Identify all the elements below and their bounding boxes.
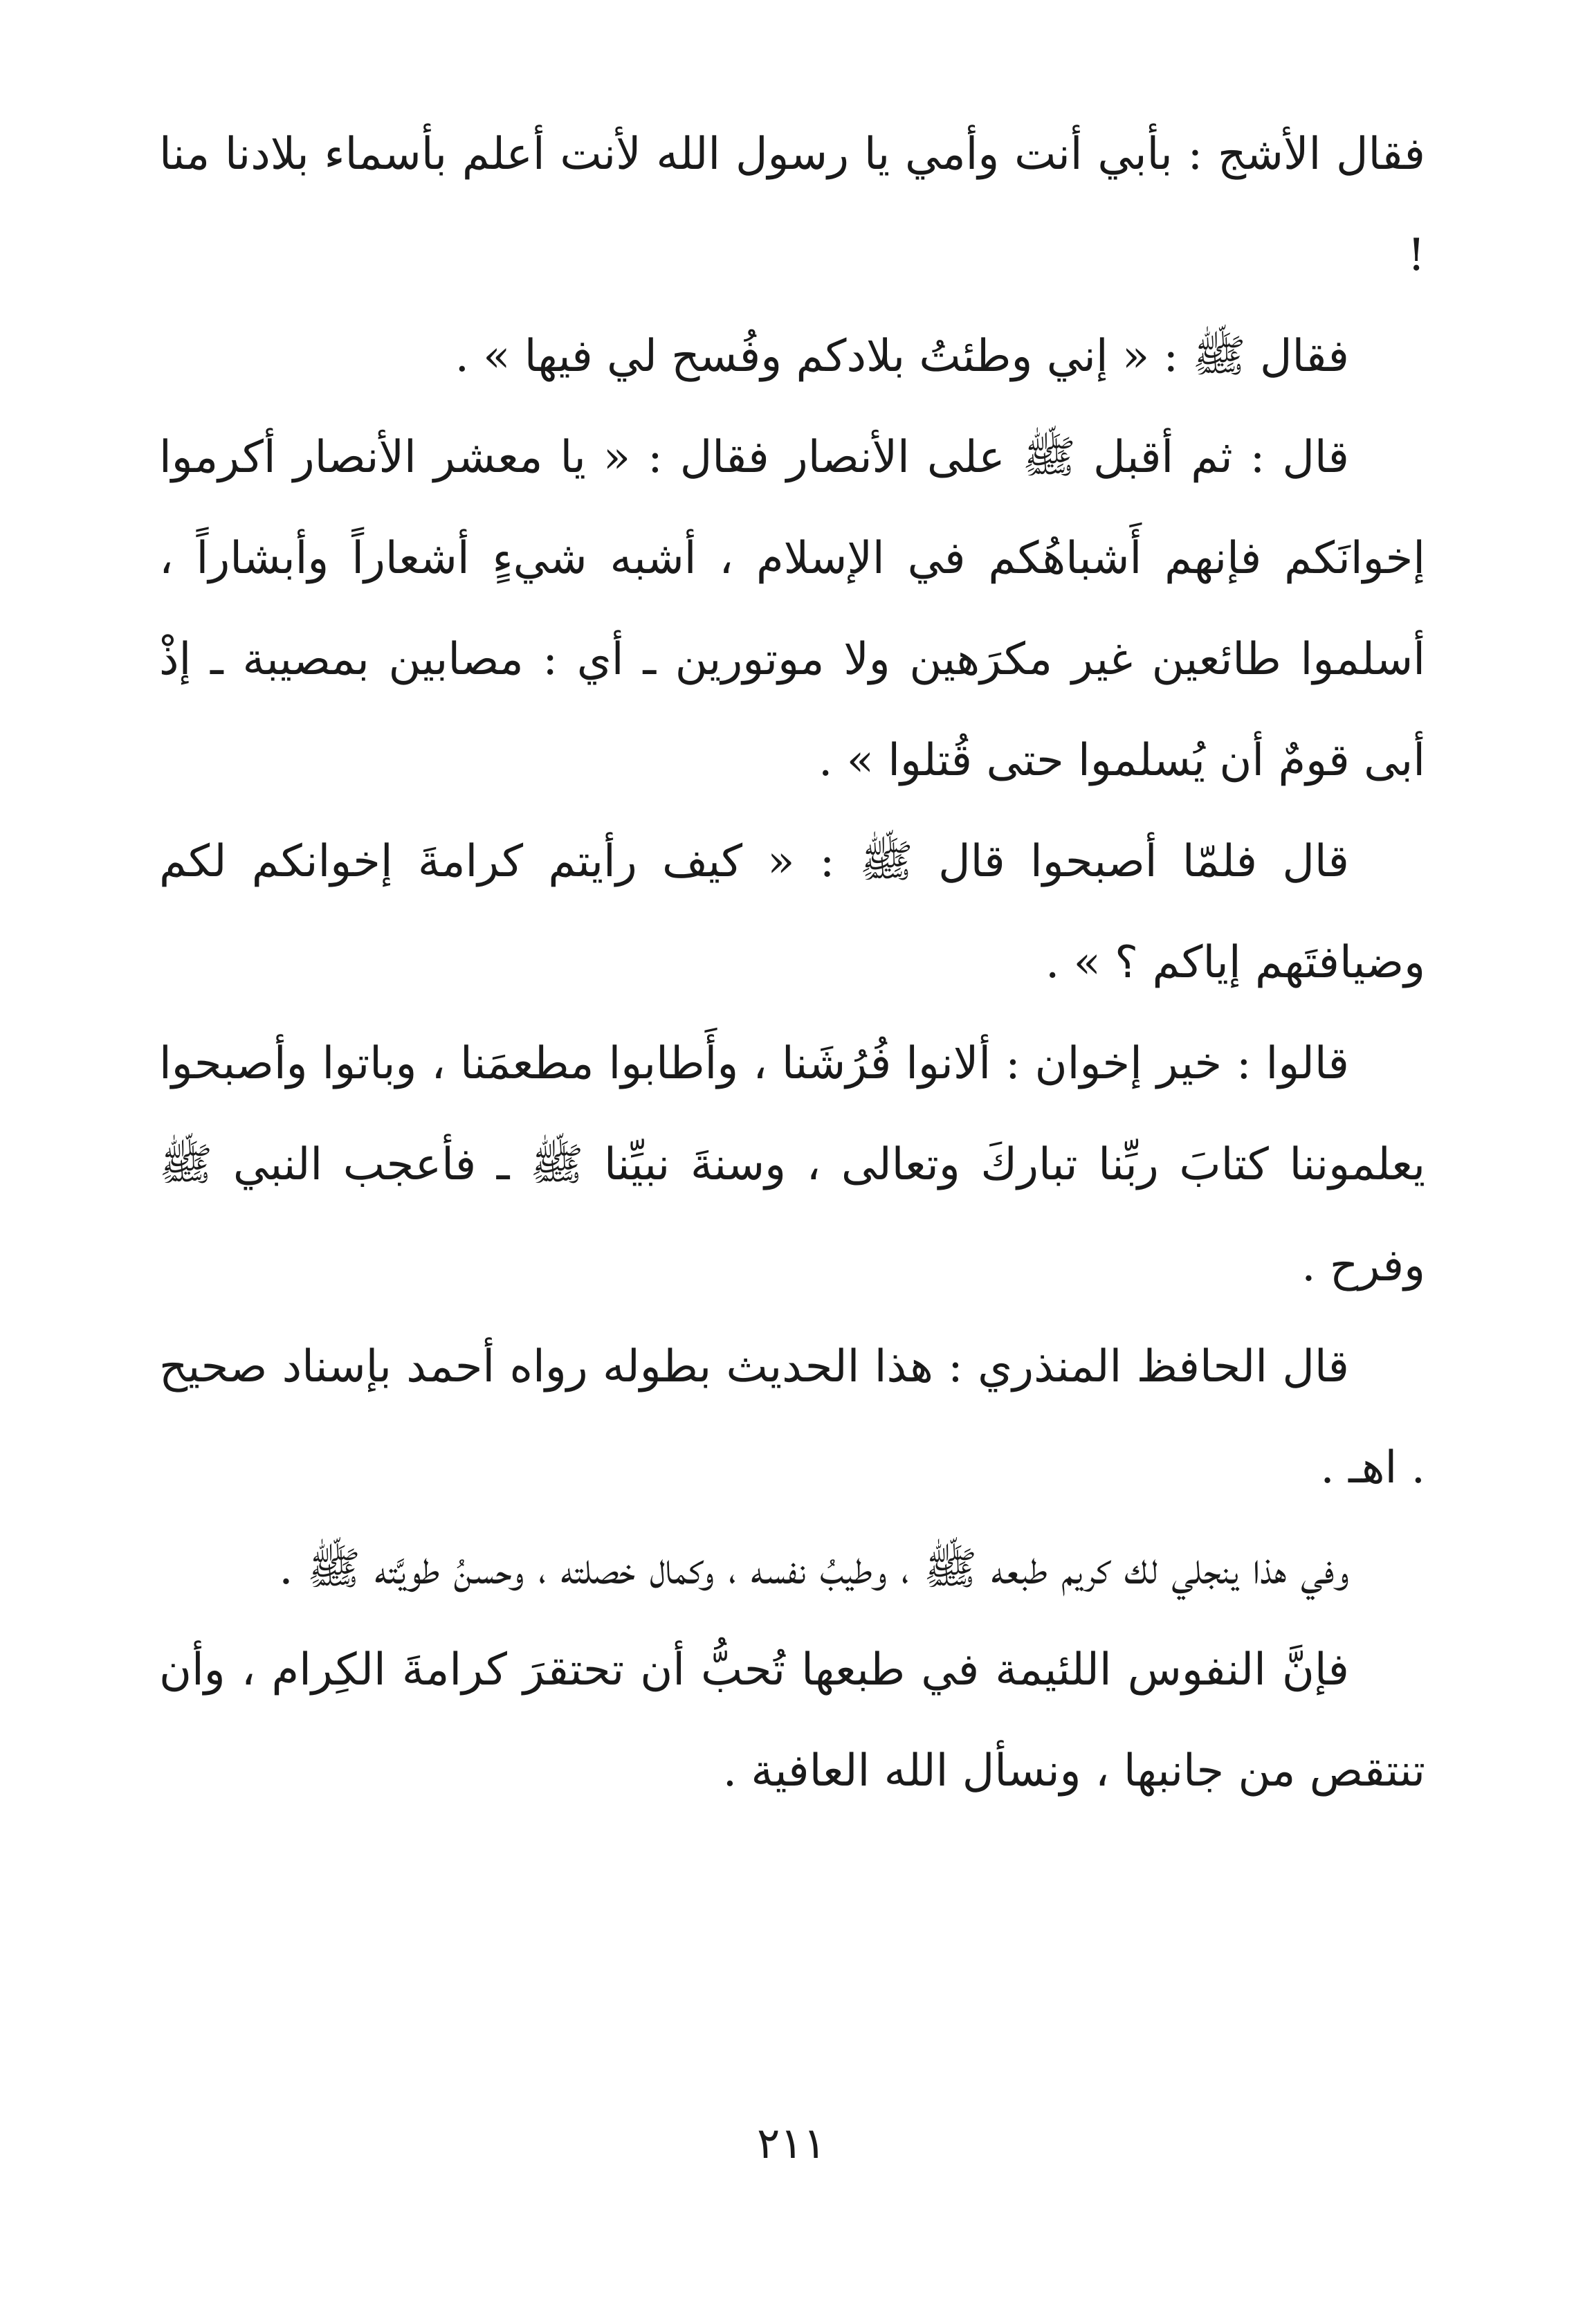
paragraph-2: فقال ﷺ : « إني وطئتُ بلادكم وفُسح لي فيها » .	[455, 331, 1349, 382]
paragraph-8: فإنَّ النفوس اللئيمة في طبعها تُحبُّ أن تحتقرَ كرامةَ الكِرام ، وأن تنتقص من جانبها ، ونسأل الله العافية .	[159, 1644, 1425, 1797]
paragraph-7: وفي هذا ينجلي لك كريم طبعه ﷺ ، وطيبُ نفسه ، وكمال خصلته ، وحسنُ طويَّته ﷺ .	[279, 1543, 1349, 1595]
paragraph-3: قال : ثم أقبل ﷺ على الأنصار فقال : « يا معشر الأنصار أكرموا إخوانَكم فإنهم أَشباهُكم في الإسلام ، أشبه شيءٍ أشعاراً وأبشاراً ، أسلموا طائعين غير مكرَهين ولا موتورين ـ أي : مصابين بمصيبة ـ إذْ أبى قومٌ أن يُسلموا حتى قُتلوا » .	[159, 432, 1426, 786]
paragraph-1: فقال الأشج : بأبي أنت وأمي يا رسول الله لأنت أعلم بأسماء بلادنا منا !	[159, 129, 1425, 281]
paragraph-5: قالوا : خير إخوان : ألانوا فُرُشَنا ، وأَطابوا مطعمَنا ، وباتوا وأصبحوا يعلموننا كتابَ ربِّنا تباركَ وتعالى ، وسنةَ نبيِّنا ﷺ ـ فأعجب النبي ﷺ وفرح .	[159, 1038, 1425, 1291]
paragraph-6: قال الحافظ المنذري : هذا الحديث بطوله رواه أحمد بإسناد صحيح . اهـ .	[159, 1341, 1425, 1494]
paragraph-4: قال فلمّا أصبحوا قال ﷺ : « كيف رأيتم كرامةَ إخوانكم لكم وضيافتَهم إياكم ؟ » .	[159, 836, 1425, 988]
page-body	[159, 104, 1425, 1822]
page-number: ٢١١	[757, 2118, 826, 2168]
